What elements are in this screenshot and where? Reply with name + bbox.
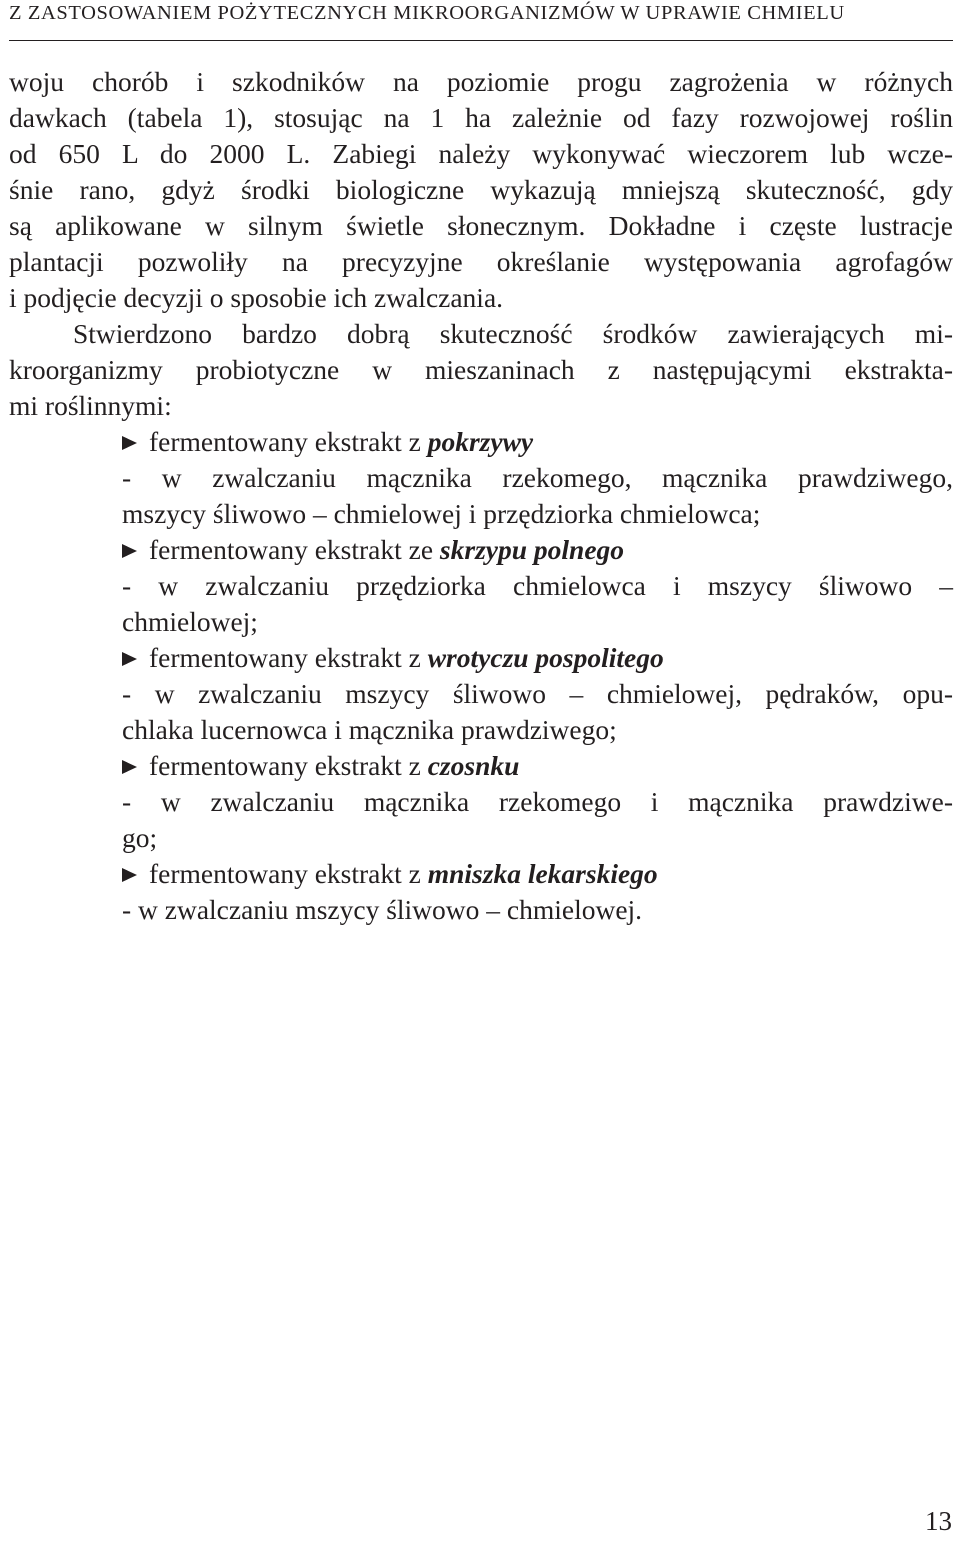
paragraph-1-line: są aplikowane w silnym świetle słonecznym. Dokładne i częste lustracje (9, 210, 953, 241)
extract-description-line: - w zwalczaniu mącznika rzekomego i mącznika prawdziwe- (122, 786, 953, 817)
page-number: 13 (925, 1506, 952, 1536)
paragraph-1 (9, 64, 953, 316)
extract-prefix: fermentowany ekstrakt z (149, 426, 428, 457)
extract-plant-name: wrotyczu pospolitego (427, 642, 664, 673)
running-header: Z ZASTOSOWANIEM POŻYTECZNYCH MIKROORGANIZMÓW W UPRAWIE CHMIELU (9, 2, 845, 24)
extract-description-line: chmielowej; (122, 606, 258, 637)
extract-description-line: - w zwalczaniu mącznika rzekomego, mącznika prawdziwego, (122, 462, 953, 493)
extract-prefix: fermentowany ekstrakt z (149, 858, 428, 889)
extract-prefix: fermentowany ekstrakt z (149, 750, 428, 781)
extract-item-heading (122, 856, 953, 892)
triangle-bullet-icon (122, 652, 137, 666)
extract-description-line: - w zwalczaniu mszycy śliwowo – chmielowej. (122, 894, 643, 925)
extract-plant-name: mniszka lekarskiego (427, 858, 658, 889)
extract-item-heading (122, 532, 953, 568)
paragraph-2-line: mi roślinnymi: (9, 390, 172, 421)
paragraph-2-line: kroorganizmy probiotyczne w mieszaninach z następującymi ekstrakta- (9, 354, 953, 385)
extract-item-heading (122, 424, 953, 460)
paragraph-2-line: Stwierdzono bardzo dobrą skuteczność środków zawierających mi- (73, 318, 953, 349)
extract-prefix: fermentowany ekstrakt ze (149, 534, 440, 565)
triangle-bullet-icon (122, 436, 137, 450)
extract-description-line: - w zwalczaniu przędziorka chmielowca i mszycy śliwowo – (122, 570, 953, 601)
extract-description-line: - w zwalczaniu mszycy śliwowo – chmielowej, pędraków, opu- (122, 678, 953, 709)
extract-list (122, 424, 953, 928)
triangle-bullet-icon (122, 544, 137, 558)
paragraph-1-line: woju chorób i szkodników na poziomie progu zagrożenia w różnych (9, 66, 953, 97)
triangle-bullet-icon (122, 868, 137, 882)
paragraph-1-line: śnie rano, gdyż środki biologiczne wykazują mniejszą skuteczność, gdy (9, 174, 953, 205)
extract-item-heading (122, 748, 953, 784)
extract-plant-name: pokrzywy (427, 426, 534, 457)
paragraph-2 (9, 316, 953, 424)
extract-description-line: mszycy śliwowo – chmielowej i przędziorka chmielowca; (122, 498, 761, 529)
paragraph-1-line: od 650 L do 2000 L. Zabiegi należy wykonywać wieczorem lub wcze- (9, 138, 953, 169)
triangle-bullet-icon (122, 760, 137, 774)
extract-item-heading (122, 640, 953, 676)
extract-plant-name: skrzypu polnego (439, 534, 625, 565)
extract-plant-name: czosnku (427, 750, 520, 781)
extract-description-line: chlaka lucernowca i mącznika prawdziwego; (122, 714, 617, 745)
extract-prefix: fermentowany ekstrakt z (149, 642, 428, 673)
extract-description-line: go; (122, 822, 158, 853)
paragraph-1-line: i podjęcie decyzji o sposobie ich zwalczania. (9, 282, 504, 313)
header-divider (9, 40, 953, 41)
paragraph-1-line: dawkach (tabela 1), stosując na 1 ha zależnie od fazy rozwojowej roślin (9, 102, 953, 133)
paragraph-1-line: plantacji pozwoliły na precyzyjne określanie występowania agrofagów (9, 246, 953, 277)
